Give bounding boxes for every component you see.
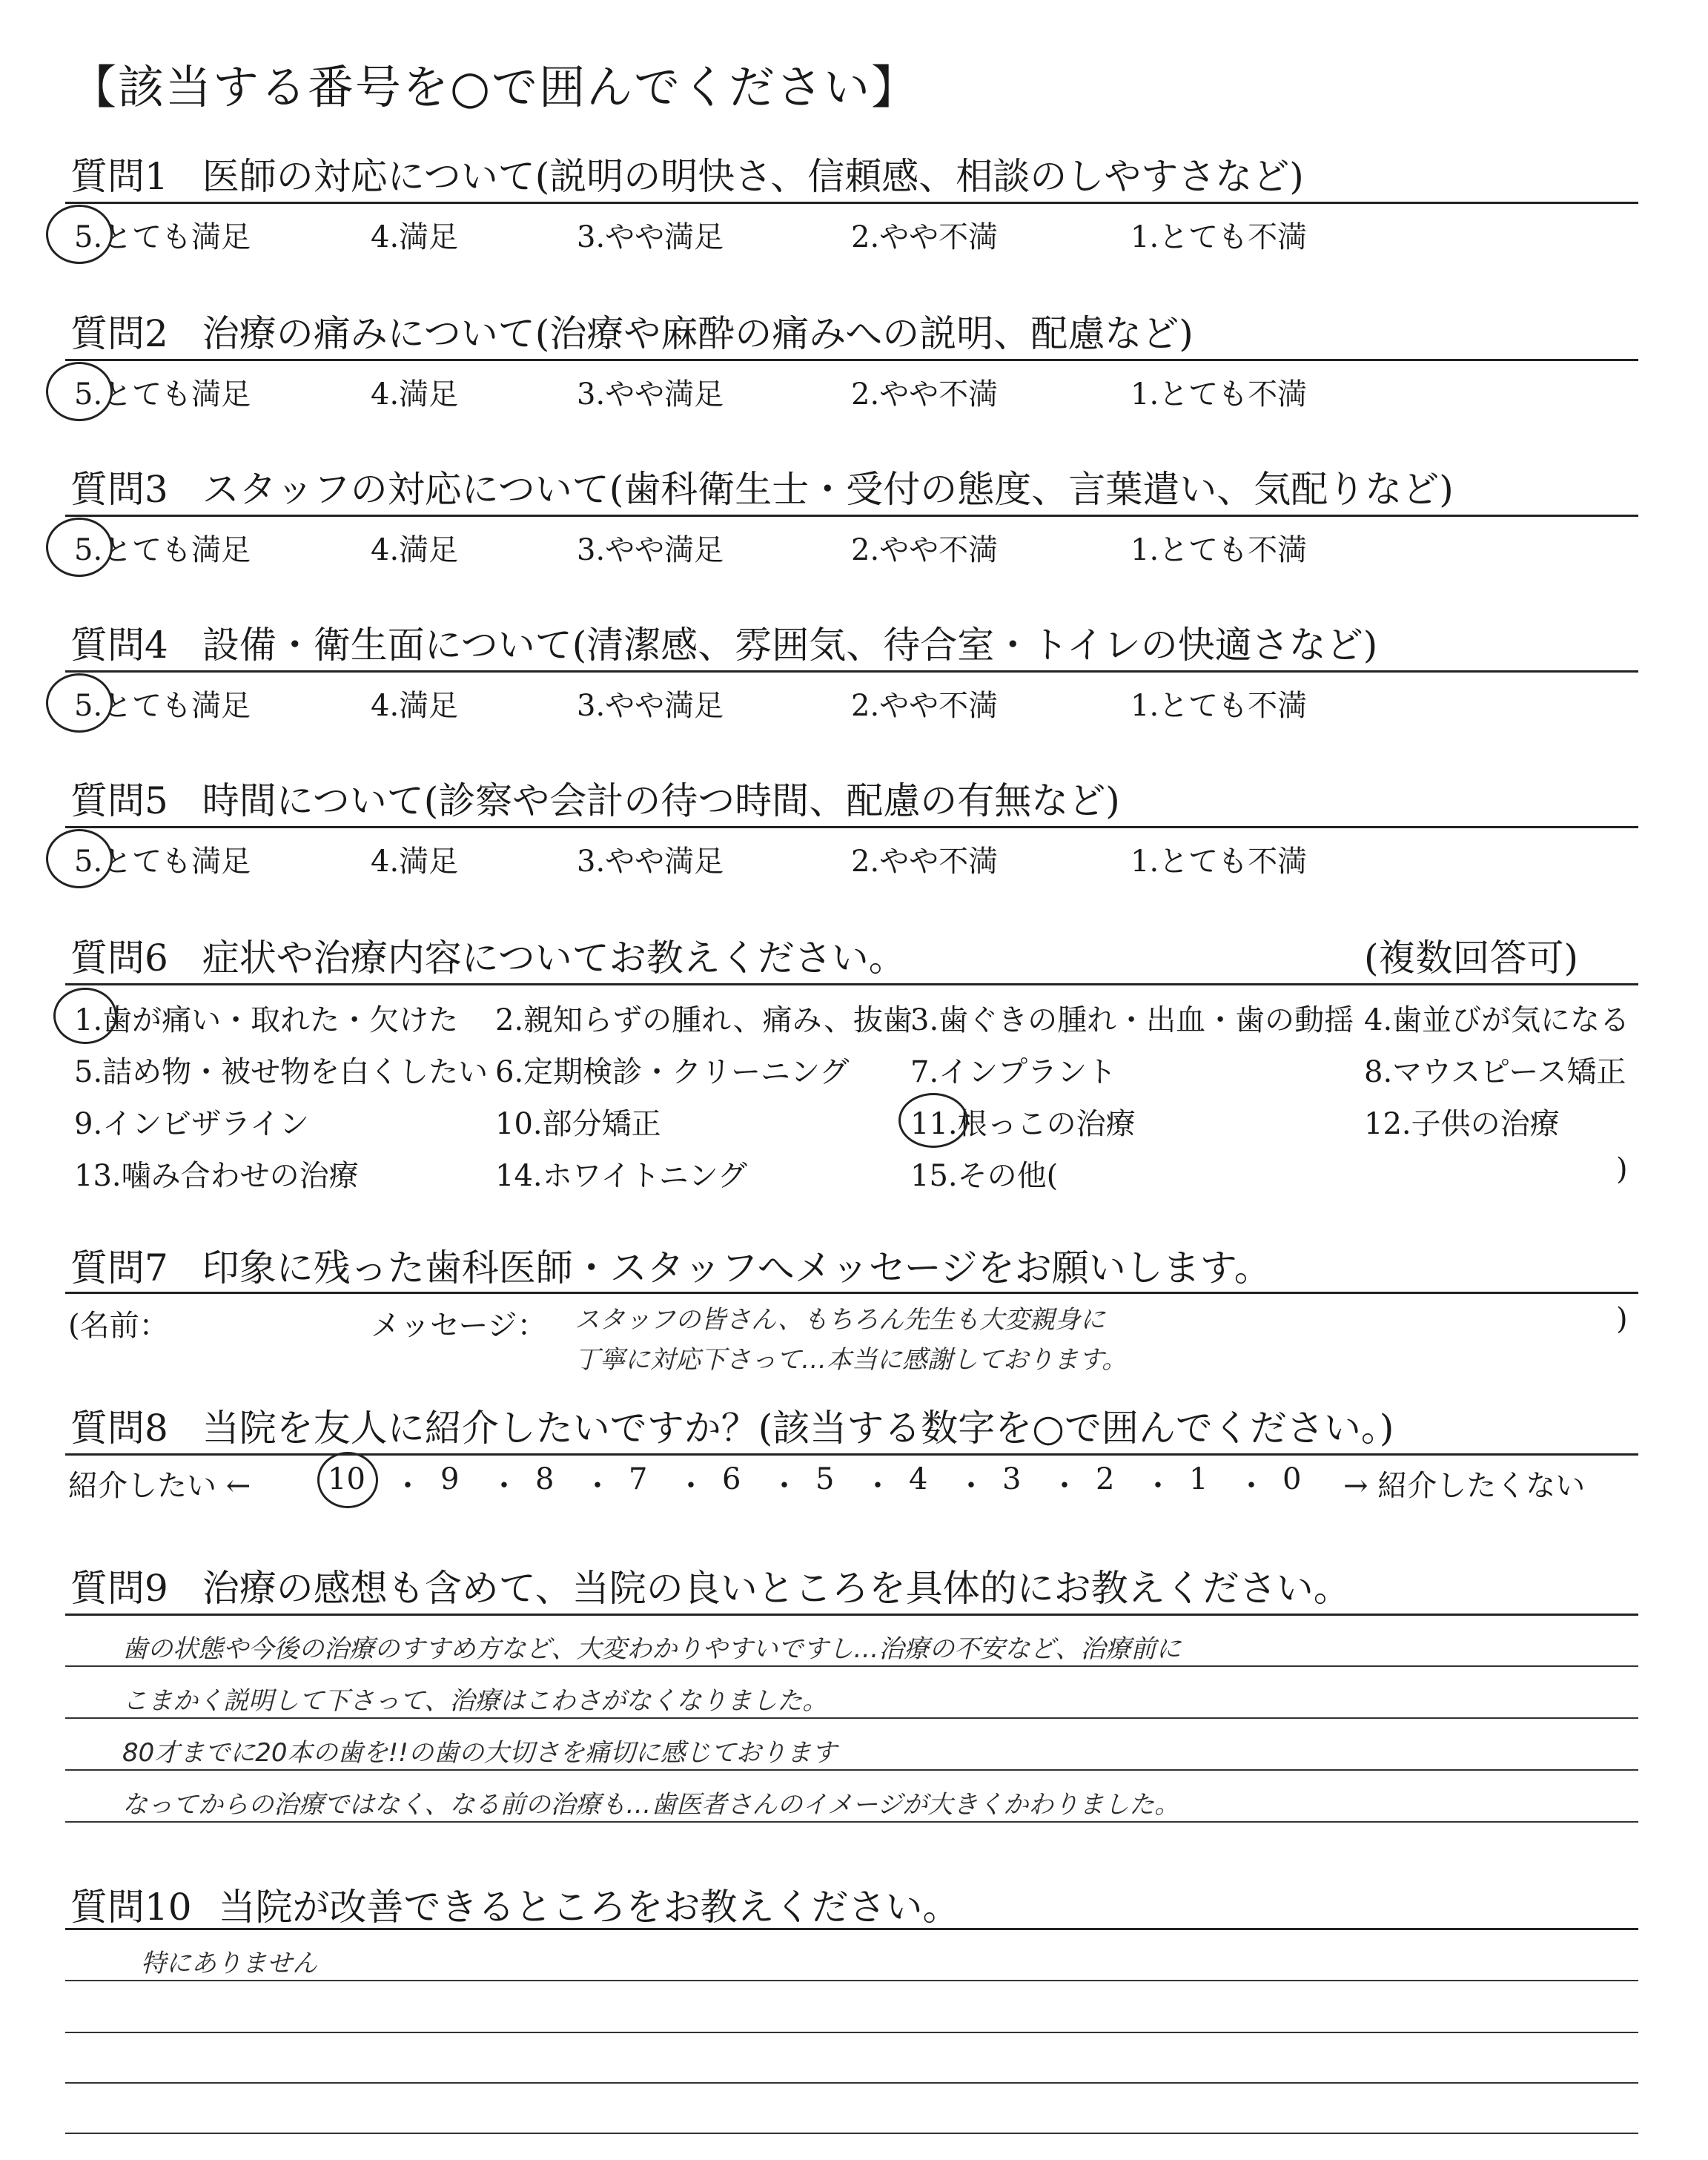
rating-option-4[interactable]: 4.満足: [371, 845, 459, 879]
question-text: 設備・衛生面について(清潔感、雰囲気、待合室・トイレの快適さなど): [202, 624, 1378, 667]
rating-option-1[interactable]: 1.とても不満: [1131, 689, 1308, 723]
rating-option-3[interactable]: 3.やや満足: [577, 689, 724, 723]
scale-separator: ・: [489, 1469, 519, 1503]
scale-separator: ・: [583, 1469, 612, 1503]
message-label: メッセージ：: [371, 1309, 547, 1343]
answer-line: 歯の状態や今後の治療のすすめ方など、大変わかりやすいですし…治療の不安など、治療前に: [122, 1634, 1182, 1664]
question-text: スタッフの対応について(歯科衛生士・受付の態度、言葉遣い、気配りなど): [202, 468, 1454, 511]
rating-option-3[interactable]: 3.やや満足: [577, 845, 724, 879]
rating-option-2[interactable]: 2.やや不満: [851, 220, 999, 254]
scale-separator: ・: [769, 1469, 799, 1503]
question-label: 質問9: [70, 1567, 168, 1610]
name-label: (名前：: [68, 1309, 169, 1343]
rating-option-4[interactable]: 4.満足: [371, 377, 459, 412]
scale-separator: ・: [956, 1469, 986, 1503]
recommend-score-2[interactable]: 2: [1096, 1462, 1115, 1496]
question-label: 質問7: [70, 1246, 168, 1289]
rating-option-2[interactable]: 2.やや不満: [851, 377, 999, 412]
scale-separator: ・: [393, 1469, 423, 1503]
scale-separator: ・: [1050, 1469, 1079, 1503]
symptom-option-15[interactable]: 15.その他(: [910, 1159, 1059, 1193]
question-text: 治療の感想も含めて、当院の良いところを具体的にお教えください。: [202, 1567, 1351, 1610]
rating-option-1[interactable]: 1.とても不満: [1131, 533, 1308, 567]
answer-line: なってからの治療ではなく、なる前の治療も…歯医者さんのイメージが大きくかわりました。: [122, 1790, 1180, 1820]
message-close-paren: ): [1616, 1302, 1628, 1336]
recommend-score-10[interactable]: 10: [328, 1462, 365, 1496]
rating-option-5[interactable]: 5.とても満足: [74, 533, 251, 567]
symptom-option-14[interactable]: 14.ホワイトニング: [495, 1159, 748, 1193]
recommend-score-9[interactable]: 9: [440, 1462, 460, 1496]
question-label: 質問5: [70, 779, 168, 822]
recommend-left-label: 紹介したい ←: [68, 1469, 251, 1503]
rating-option-1[interactable]: 1.とても不満: [1131, 220, 1308, 254]
symptom-option-12[interactable]: 12.子供の治療: [1364, 1107, 1560, 1141]
rating-option-3[interactable]: 3.やや満足: [577, 377, 724, 412]
answer-line: 特にありません: [141, 1949, 317, 1978]
symptom-option-7[interactable]: 7.インプラント: [910, 1055, 1117, 1089]
message-line: スタッフの皆さん、もちろん先生も大変親身に: [575, 1305, 1106, 1335]
question-text: 印象に残った歯科医師・スタッフへメッセージをお願いします。: [202, 1246, 1271, 1289]
question-label: 質問3: [70, 468, 168, 511]
answer-line: 80才までに20本の歯を!!の歯の大切さを痛切に感じております: [122, 1738, 837, 1768]
symptom-option-13[interactable]: 13.噛み合わせの治療: [74, 1159, 359, 1193]
rating-option-3[interactable]: 3.やや満足: [577, 220, 724, 254]
question-label: 質問1: [70, 155, 168, 198]
scale-separator: ・: [1237, 1469, 1266, 1503]
rating-option-1[interactable]: 1.とても不満: [1131, 845, 1308, 879]
question-text: 時間について(診察や会計の待つ時間、配慮の有無など): [202, 779, 1120, 822]
recommend-right-label: → 紹介したくない: [1343, 1469, 1586, 1503]
question-label: 質問6: [70, 937, 168, 980]
symptom-option-6[interactable]: 6.定期検診・クリーニング: [495, 1055, 850, 1089]
question-label: 質問10: [70, 1886, 192, 1929]
rating-option-4[interactable]: 4.満足: [371, 689, 459, 723]
page-title: 【該当する番号を○で囲んでください】: [70, 60, 919, 114]
rating-option-3[interactable]: 3.やや満足: [577, 533, 724, 567]
scale-separator: ・: [676, 1469, 706, 1503]
other-close-paren: ): [1616, 1152, 1628, 1186]
question-label: 質問8: [70, 1407, 168, 1450]
rating-option-5[interactable]: 5.とても満足: [74, 845, 251, 879]
recommend-score-3[interactable]: 3: [1002, 1462, 1022, 1496]
rating-option-4[interactable]: 4.満足: [371, 220, 459, 254]
recommend-score-7[interactable]: 7: [629, 1462, 648, 1496]
symptom-option-4[interactable]: 4.歯並びが気になる: [1364, 1003, 1630, 1037]
recommend-score-8[interactable]: 8: [535, 1462, 555, 1496]
question-text: 症状や治療内容についてお教えください。: [202, 937, 906, 980]
recommend-score-4[interactable]: 4: [909, 1462, 928, 1496]
multiple-answer-note: (複数回答可): [1364, 937, 1579, 980]
rating-option-1[interactable]: 1.とても不満: [1131, 377, 1308, 412]
question-text: 当院を友人に紹介したいですか？(該当する数字を○で囲んでください。): [202, 1407, 1394, 1450]
recommend-score-1[interactable]: 1: [1189, 1462, 1208, 1496]
rating-option-4[interactable]: 4.満足: [371, 533, 459, 567]
recommend-score-0[interactable]: 0: [1282, 1462, 1302, 1496]
question-text: 医師の対応について(説明の明快さ、信頼感、相談のしやすさなど): [202, 155, 1304, 198]
symptom-option-8[interactable]: 8.マウスピース矯正: [1364, 1055, 1626, 1089]
symptom-option-3[interactable]: 3.歯ぐきの腫れ・出血・歯の動揺: [910, 1003, 1354, 1037]
symptom-option-2[interactable]: 2.親知らずの腫れ、痛み、抜歯: [495, 1003, 913, 1037]
question-text: 治療の痛みについて(治療や麻酔の痛みへの説明、配慮など): [202, 312, 1194, 355]
question-label: 質問4: [70, 624, 168, 667]
recommend-score-6[interactable]: 6: [722, 1462, 741, 1496]
symptom-option-9[interactable]: 9.インビザライン: [74, 1107, 309, 1141]
recommend-score-5[interactable]: 5: [815, 1462, 835, 1496]
question-text: 当院が改善できるところをお教えください。: [218, 1886, 960, 1929]
scale-separator: ・: [863, 1469, 893, 1503]
symptom-option-10[interactable]: 10.部分矯正: [495, 1107, 661, 1141]
rating-option-5[interactable]: 5.とても満足: [74, 377, 251, 412]
message-line: 丁寧に対応下さって…本当に感謝しております。: [575, 1345, 1128, 1375]
answer-line: こまかく説明して下さって、治療はこわさがなくなりました。: [122, 1686, 828, 1716]
rating-option-2[interactable]: 2.やや不満: [851, 689, 999, 723]
symptom-option-1[interactable]: 1.歯が痛い・取れた・欠けた: [74, 1003, 459, 1037]
rating-option-2[interactable]: 2.やや不満: [851, 533, 999, 567]
symptom-option-5[interactable]: 5.詰め物・被せ物を白くしたい: [74, 1055, 489, 1089]
question-label: 質問2: [70, 312, 168, 355]
scale-separator: ・: [1143, 1469, 1173, 1503]
symptom-option-11[interactable]: 11.根っこの治療: [910, 1107, 1136, 1141]
rating-option-2[interactable]: 2.やや不満: [851, 845, 999, 879]
rating-option-5[interactable]: 5.とても満足: [74, 689, 251, 723]
rating-option-5[interactable]: 5.とても満足: [74, 220, 251, 254]
